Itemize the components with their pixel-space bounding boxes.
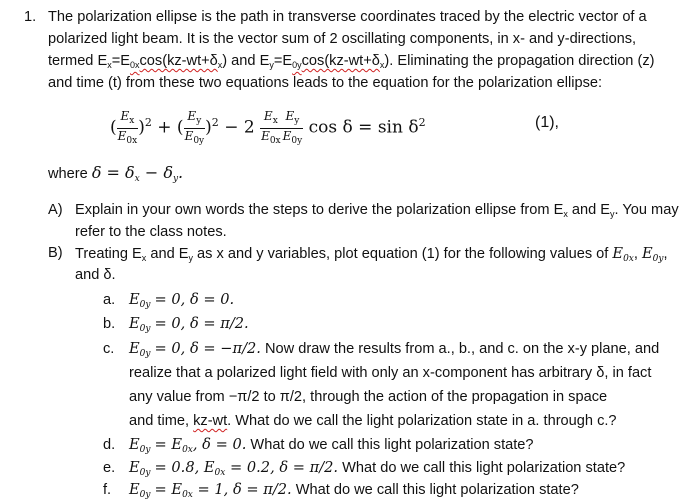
ey-def: =E <box>273 53 293 69</box>
c-last-a: and time, <box>129 413 194 429</box>
intro-line-2: polarized light beam. It is the vector sum of 2 oscillating components, in x- and y-directions, <box>48 31 637 47</box>
eoy-sub: 0y <box>193 135 205 146</box>
eox-symbol: E <box>117 128 127 143</box>
item-c <box>103 340 659 359</box>
ey-close: ). Eliminating the propagation direction (z) <box>384 53 655 69</box>
part-b-var1-sub: 0x <box>623 254 634 264</box>
delta-minus: − δ <box>139 163 173 182</box>
c-last-b: . What do we call the light polarization state in a. through c.? <box>227 413 617 429</box>
part-a-sub-y: y <box>610 209 615 219</box>
delta-expr: δ = δ <box>91 163 135 182</box>
square-2: 2 <box>211 116 219 129</box>
item-f-label: f. <box>103 482 112 498</box>
item-f-text: What do we call this light polarization state? <box>291 482 579 498</box>
ex-sub: x <box>129 115 135 126</box>
part-a-line-2: refer to the class notes. <box>75 224 227 240</box>
item-e-var-sub: 0y <box>139 468 151 478</box>
ex-cos-expression: cos(kz-wt+δ <box>139 53 218 69</box>
item-a-math: = 0, δ = 0. <box>154 291 235 308</box>
item-a-label: a. <box>103 292 116 308</box>
item-d-var: E <box>129 436 140 453</box>
ex-sub-2: x <box>272 115 278 126</box>
item-f-math-sub: 0x <box>182 490 193 500</box>
eoy-sub-2: 0y <box>291 135 303 146</box>
item-e-var: E <box>129 459 140 476</box>
equation-label: (1), <box>535 114 559 131</box>
item-d-math2: , δ = 0. <box>192 436 247 453</box>
part-b-comma: , <box>633 246 642 262</box>
ey-sub-2: y <box>294 115 300 126</box>
ex-def: =E <box>111 53 130 69</box>
item-d-math-sub: 0x <box>182 445 193 455</box>
sub-x-2: x <box>217 60 223 70</box>
delta-sub-x: x <box>134 174 140 184</box>
fraction-ey-eoy <box>184 109 206 148</box>
eox-sub-2: 0x <box>269 135 281 146</box>
part-a-line-1 <box>75 202 679 219</box>
paren-close-1: ) <box>138 117 145 138</box>
item-b-math: = 0, δ = π/2. <box>154 315 249 332</box>
square-3: 2 <box>418 116 426 129</box>
eoy-symbol: E <box>184 128 194 143</box>
termed-text: termed E <box>48 53 108 69</box>
item-c-math: = 0, δ = −π/2. <box>154 340 261 357</box>
item-c-label: c. <box>103 341 115 357</box>
item-f-var: E <box>129 481 140 498</box>
delta-dot: . <box>178 163 184 182</box>
item-a-var: E <box>129 291 140 308</box>
part-a-text-1: Explain in your own words the steps to derive the polarization ellipse from E <box>75 202 564 218</box>
eox-symbol-2: E <box>261 128 270 143</box>
item-e-label: e. <box>103 460 116 476</box>
part-b-label: B) <box>48 245 63 261</box>
sub-0x: 0x <box>129 60 140 70</box>
item-e-math-sub: 0x <box>214 468 226 478</box>
ey-cos-expression: cos(kz-wt+δ <box>301 53 380 69</box>
part-b-text-1c: as x and y variables, plot equation (1) for the following values of <box>193 246 613 262</box>
part-b-comma-2: , <box>663 246 668 262</box>
item-d-math: = E <box>154 436 183 453</box>
item-f <box>103 481 579 500</box>
part-b-sub-x: x <box>141 253 147 263</box>
problem-number: 1. <box>24 9 37 25</box>
part-b-text-1a: Treating E <box>75 246 142 262</box>
ey-symbol: E <box>187 108 197 123</box>
part-b-line-1 <box>75 245 668 264</box>
item-d <box>103 436 534 455</box>
ex-close: ) and E <box>222 53 270 69</box>
item-d-var-sub: 0y <box>139 445 151 455</box>
part-b-var2-sub: 0y <box>652 254 664 264</box>
ey-sub: y <box>196 115 202 126</box>
intro-line-4: and time (t) from these two equations leads to the equation for the polarization ellipse: <box>48 75 603 91</box>
cos-delta: cos δ = <box>308 117 373 138</box>
sub-0y: 0y <box>292 60 302 70</box>
part-a-sub-x: x <box>563 209 568 219</box>
part-a-label: A) <box>48 202 63 218</box>
part-b-sub-y: y <box>188 253 193 263</box>
item-b-label: b. <box>103 316 116 332</box>
item-b-var-sub: 0y <box>139 324 151 334</box>
ey-symbol-2: E <box>285 108 295 123</box>
where-word: where <box>48 166 88 182</box>
part-b-var2: E <box>641 245 653 262</box>
eoy-symbol-2: E <box>282 128 292 143</box>
item-e-text: What do we call this light polarization state? <box>338 460 626 476</box>
part-a-and: and E <box>567 202 611 218</box>
item-c-cont-1: realize that a polarized light field with only an x-component has arbitrary δ, in fact <box>129 365 652 381</box>
item-b-var: E <box>129 315 140 332</box>
item-a-var-sub: 0y <box>139 300 151 310</box>
item-c-text: Now draw the results from a., b., and c. on the x-y plane, and <box>260 341 660 357</box>
plus-sign: + <box>157 117 172 138</box>
sub-x: x <box>107 60 112 70</box>
intro-line-1: The polarization ellipse is the path in transverse coordinates traced by the electric vector of a <box>48 9 647 25</box>
square-1: 2 <box>144 116 152 129</box>
item-c-cont-2: any value from −π/2 to π/2, through the action of the propagation in space <box>129 389 608 405</box>
item-c-var-sub: 0y <box>139 349 151 359</box>
c-last-kzwt: kz-wt <box>193 413 228 429</box>
item-d-label: d. <box>103 437 116 453</box>
part-a-end: . You may <box>614 202 679 218</box>
intro-line-3 <box>48 53 655 70</box>
paren-open-1: ( <box>110 117 117 138</box>
part-b-var1: E <box>612 245 624 262</box>
sin-delta: sin δ <box>377 117 419 138</box>
delta-definition <box>92 163 183 182</box>
item-c-var: E <box>129 340 140 357</box>
item-e-math2: = 0.2, δ = π/2. <box>225 459 339 476</box>
ex-symbol: E <box>120 108 130 123</box>
item-d-text: What do we call this light polarization state? <box>246 437 534 453</box>
item-f-math2: = 1, δ = π/2. <box>192 481 292 498</box>
item-e-math: = 0.8, E <box>154 459 215 476</box>
ex-symbol-2: E <box>263 108 273 123</box>
item-f-var-sub: 0y <box>139 490 151 500</box>
part-b-line-2: and δ. <box>75 267 116 283</box>
part-b-text-1b: and E <box>146 246 189 262</box>
item-c-cont-3 <box>129 413 617 429</box>
eox-sub: 0x <box>126 135 138 146</box>
item-b <box>103 315 249 334</box>
item-a <box>103 291 234 310</box>
item-e <box>103 459 625 478</box>
sub-x-3: x <box>379 60 385 70</box>
polarization-ellipse-equation <box>110 100 426 146</box>
minus-two: − 2 <box>224 117 255 138</box>
fraction-ey-eoy-2 <box>282 109 304 148</box>
sub-y: y <box>269 60 274 70</box>
paren-open-2: ( <box>176 117 184 138</box>
fraction-ex-eox <box>117 109 139 148</box>
item-f-math: = E <box>154 481 183 498</box>
paren-close-2: ) <box>205 117 212 138</box>
delta-sub-y: y <box>172 174 179 184</box>
fraction-ex-eox-2 <box>260 109 282 148</box>
where-line <box>48 163 183 184</box>
